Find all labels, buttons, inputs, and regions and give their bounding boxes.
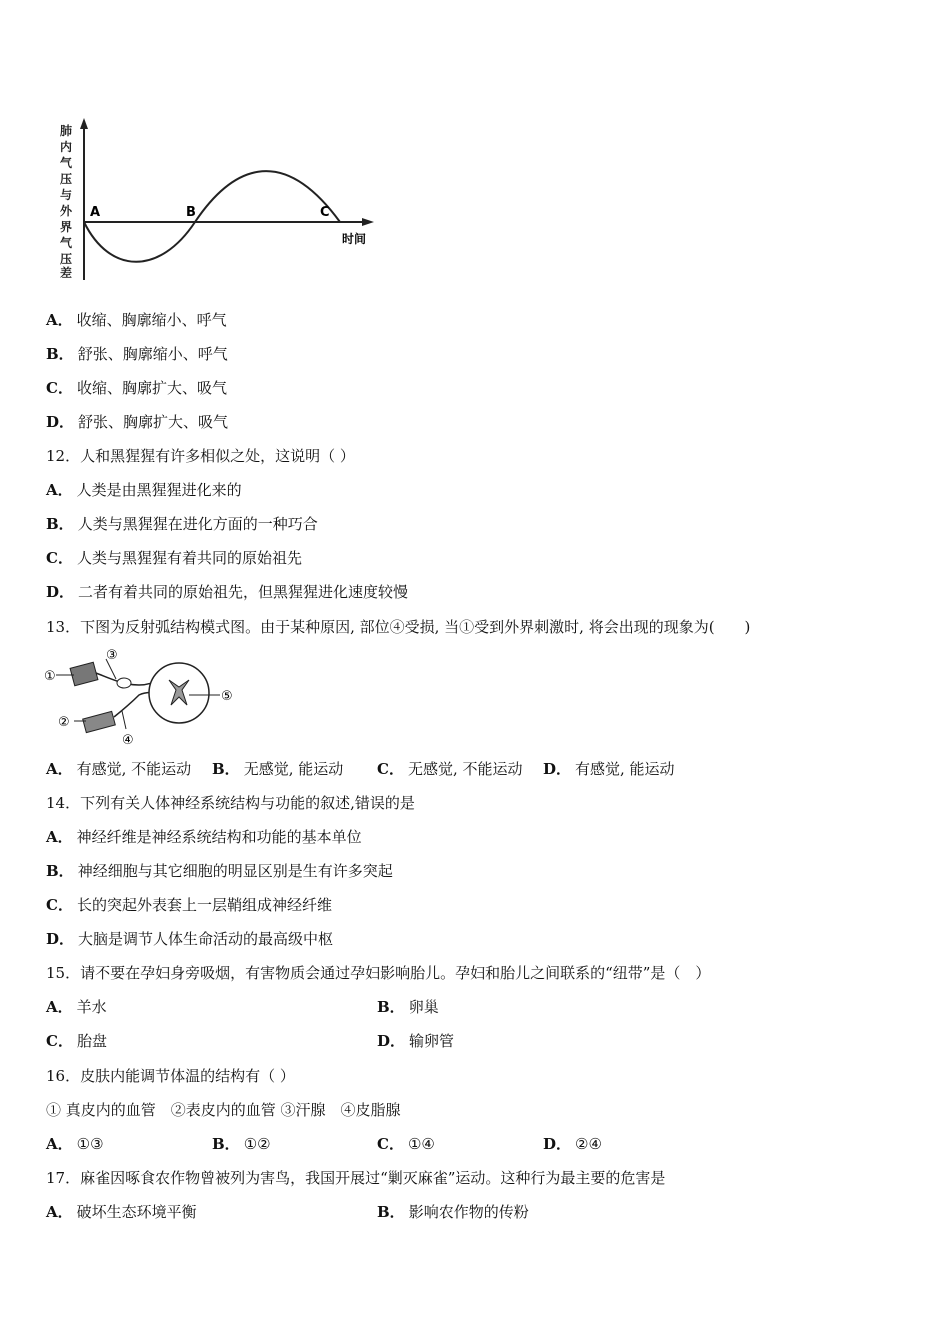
q13-option-c: C． 无感觉, 不能运动 bbox=[377, 760, 523, 778]
q12-option-b: B． 人类与黑猩猩在进化方面的一种巧合 bbox=[46, 515, 318, 533]
point-a-label: A bbox=[90, 205, 101, 220]
svg-text:外: 外 bbox=[60, 204, 73, 218]
q14-option-b: B． 神经细胞与其它细胞的明显区别是生有许多突起 bbox=[46, 862, 393, 880]
q13-option-d: D． 有感觉, 能运动 bbox=[543, 760, 675, 778]
svg-text:压: 压 bbox=[60, 172, 73, 186]
graph-y-label bbox=[60, 123, 73, 280]
q15-option-a: A． 羊水 bbox=[46, 998, 107, 1016]
effector-shape bbox=[83, 711, 116, 732]
svg-text:气: 气 bbox=[60, 156, 73, 170]
label-3: ③ bbox=[106, 648, 118, 663]
ganglion bbox=[117, 678, 131, 688]
svg-text:差: 差 bbox=[60, 266, 73, 280]
svg-text:界: 界 bbox=[60, 220, 73, 234]
pressure-graph bbox=[50, 115, 380, 285]
q12-stem: 12．人和黑猩猩有许多相似之处，这说明（ ） bbox=[46, 447, 355, 465]
q11-option-a: A． 收缩、胸廓缩小、呼气 bbox=[46, 311, 227, 329]
q16-option-a: A． ①③ bbox=[46, 1135, 104, 1153]
pressure-curve bbox=[84, 171, 340, 262]
label-2: ② bbox=[58, 715, 70, 730]
q11-option-d: D． 舒张、胸廓扩大、吸气 bbox=[46, 413, 229, 431]
svg-text:肺: 肺 bbox=[60, 124, 73, 138]
label-5: ⑤ bbox=[221, 689, 233, 704]
reflex-arc-diagram bbox=[44, 645, 244, 750]
q15-option-b: B． 卵巢 bbox=[377, 998, 439, 1016]
q14-option-a: A． 神经纤维是神经系统结构和功能的基本单位 bbox=[46, 828, 362, 846]
q15-option-c: C． 胎盘 bbox=[46, 1032, 107, 1050]
svg-text:气: 气 bbox=[60, 236, 73, 250]
q16-option-b: B． ①② bbox=[212, 1135, 271, 1153]
x-axis-arrow bbox=[362, 218, 374, 226]
q16-option-c: C． ①④ bbox=[377, 1135, 435, 1153]
y-axis-arrow bbox=[80, 118, 88, 129]
q14-option-d: D． 大脑是调节人体生命活动的最高级中枢 bbox=[46, 930, 334, 948]
q14-option-c: C． 长的突起外表套上一层鞘组成神经纤维 bbox=[46, 896, 332, 914]
q17-option-a: A． 破坏生态环境平衡 bbox=[46, 1203, 197, 1221]
q12-option-c: C． 人类与黑猩猩有着共同的原始祖先 bbox=[46, 549, 302, 567]
receptor-shape bbox=[70, 662, 98, 686]
point-c-label: C bbox=[320, 205, 330, 220]
q17-option-b: B． 影响农作物的传粉 bbox=[377, 1203, 529, 1221]
q11-option-c: C． 收缩、胸廓扩大、吸气 bbox=[46, 379, 227, 397]
q11-option-b: B． 舒张、胸廓缩小、呼气 bbox=[46, 345, 228, 363]
q16-stem: 16．皮肤内能调节体温的结构有（ ） bbox=[46, 1067, 295, 1085]
svg-text:与: 与 bbox=[60, 188, 73, 202]
svg-text:内: 内 bbox=[60, 140, 73, 154]
q16-option-d: D． ②④ bbox=[543, 1135, 602, 1153]
q12-option-a: A． 人类是由黑猩猩进化来的 bbox=[46, 481, 242, 499]
label-4: ④ bbox=[122, 733, 134, 748]
pointer-line bbox=[122, 711, 126, 729]
label-1: ① bbox=[44, 669, 56, 684]
q15-stem: 15．请不要在孕妇身旁吸烟，有害物质会通过孕妇影响胎儿。孕妇和胎儿之间联系的“纽带”是（ ） bbox=[46, 964, 711, 982]
q13-option-b: B． 无感觉, 能运动 bbox=[212, 760, 344, 778]
q15-option-d: D． 输卵管 bbox=[377, 1032, 455, 1050]
q13-stem: 13．下图为反射弧结构模式图。由于某种原因, 部位④受损, 当①受到外界刺激时, 将会出现的现象为( ) bbox=[46, 618, 751, 636]
q17-stem: 17．麻雀因啄食农作物曾被列为害鸟，我国开展过“剿灭麻雀”运动。这种行为最主要的危害是 bbox=[46, 1169, 666, 1187]
q16-items: ① 真皮内的血管 ②表皮内的血管 ③汗腺 ④皮脂腺 bbox=[46, 1101, 401, 1119]
q12-option-d: D． 二者有着共同的原始祖先，但黑猩猩进化速度较慢 bbox=[46, 583, 409, 601]
x-axis-label: 时间 bbox=[342, 232, 367, 246]
q14-stem: 14．下列有关人体神经系统结构与功能的叙述,错误的是 bbox=[46, 794, 415, 812]
point-b-label: B bbox=[186, 205, 196, 220]
svg-text:压: 压 bbox=[60, 252, 73, 266]
q13-option-a: A． 有感觉, 不能运动 bbox=[46, 760, 192, 778]
